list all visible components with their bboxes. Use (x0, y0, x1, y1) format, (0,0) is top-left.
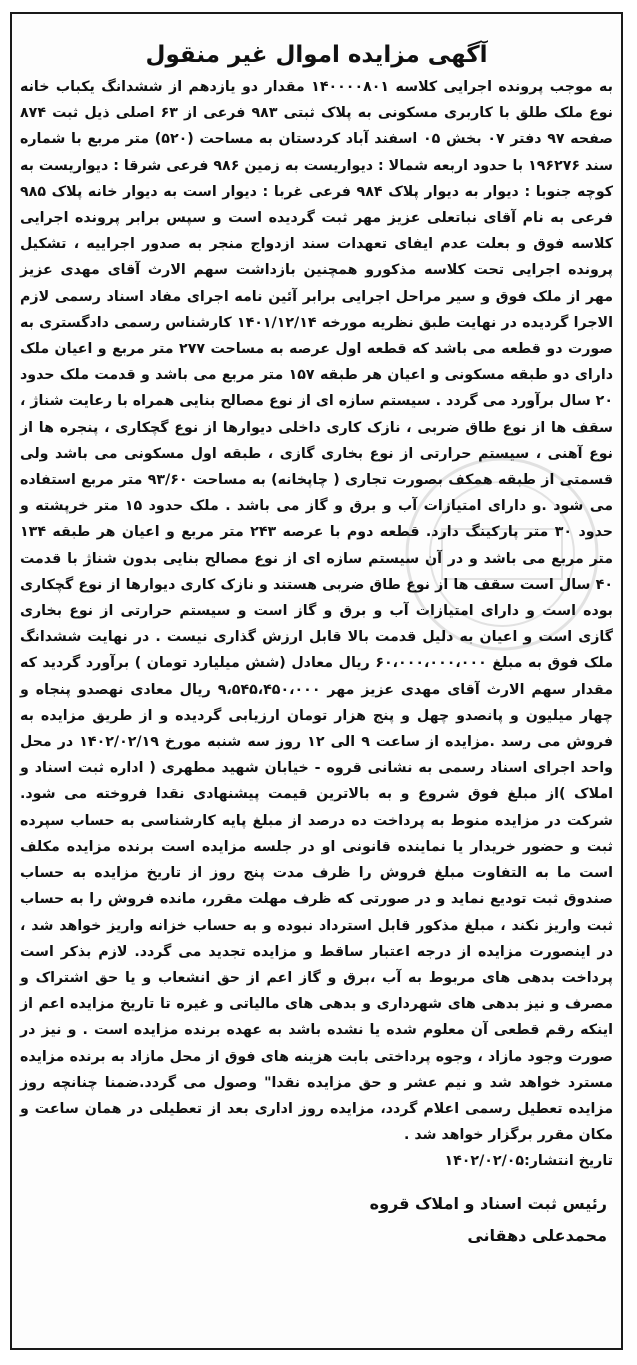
notice-title: آگهی مزایده اموال غیر منقول (145, 42, 488, 68)
notice-body: به موجب پرونده اجرایی کلاسه ۱۴۰۰۰۰۸۰۱ مقدار دو یازدهم از ششدانگ یکباب خانه نوع ملک طلق با کاربری مسکونی به پلاک ثبتی ۹۸۳ فرعی از ۶۳ اصلی ذیل ثبت ۸۷۴ صفحه ۹۷ دفتر ۰۷ بخش ۰۵ اسفند آباد کردستان به مساحت (۵۲۰) متر مربع با شماره سند ۱۹۶۲۷۶ با حدود اربعه شمالا : دیواریست به زمین ۹۸۶ فرعی شرقا : دیواریست به کوچه جنوبا : دیوار به دیوار پلاک ۹۸۴ فرعی غربا : دیوار است به دیوار خانه پلاک ۹۸۵ فرعی به نام آقای نباتعلی عزیز مهر ثبت گردیده است و سپس برابر پرونده اجرایی کلاسه فوق و بعلت عدم ایفای تعهدات سند ازدواج منجر به صدور اجراییه ، تشکیل پرونده اجرایی تحت کلاسه مذکورو همچنین بازداشت سهم الارث آقای مهدی عزیز مهر از ملک فوق و سیر مراحل اجرایی برابر آئین نامه اجرای مفاد اسناد رسمی لازم الاجرا گردیده در نهایت طبق نظریه مورخه ۱۴۰۱/۱۲/۱۴ کارشناس رسمی دادگستری به صورت دو قطعه می باشد که قطعه اول عرصه به مساحت ۲۷۷ متر مربع و اعیان ملک دارای دو طبقه مسکونی و اعیان هر طبقه ۱۵۷ متر مربع می باشد و قدمت ملک حدود ۲۰ سال برآورد می گردد . سیستم سازه ای از نوع مصالح بنایی همراه با رعایت شناژ ، سقف ها از نوع طاق ضربی ، نازک کاری داخلی دیوارها از نوع گچکاری ، پنجره ها از نوع آهنی ، سیستم حرارتی از نوع بخاری گازی ، طبقه اول مسکونی می باشد ولی قسمتی از طبقه همکف بصورت تجاری ( چاپخانه) به مساحت ۹۳/۶۰ متر مربع استفاده می شود .و دارای امتیازات آب و برق و گاز می باشد . ملک حدود ۱۵ متر خرپشته و حدود ۳۰ متر پارکینگ دارد. قطعه دوم با عرصه ۲۴۳ متر مربع و اعیان هر طبقه ۱۳۴ متر مربع می باشد و در آن سیستم سازه ای از نوع مصالح بنایی بدون شناژ با قدمت ۴۰ سال است سقف ها از نوع طاق ضربی هستند و نازک کاری دیوارها از نوع گچکاری بوده است و دارای امتیازات آب و برق و گاز است و سیستم حرارتی از نوع بخاری گازی است و اعیان به دلیل قدمت بالا قابل ارزش گذاری نیست . در نهایت ششدانگ ملک فوق به مبلغ ۶۰،۰۰۰،۰۰۰،۰۰۰ ریال معادل (شش میلیارد تومان ) برآورد گردید که مقدار سهم الارث آقای مهدی عزیز مهر ۹،۵۴۵،۴۵۰،۰۰۰ ریال معادی نهصدو پنجاه و چهار میلیون و پانصدو چهل و پنج هزار تومان ارزیابی گردیده و از طریق مزایده به فروش می رسد .مزایده از ساعت ۹ الی ۱۲ روز سه شنبه مورخ ۱۴۰۲/۰۲/۱۹ در محل واحد اجرای اسناد رسمی به نشانی قروه - خیابان شهید مطهری ( اداره ثبت اسناد و املاک )از مبلغ فوق شروع و به بالاترین قیمت پیشنهادی نقدا فروخته می شود. شرکت در مزایده منوط به پرداخت ده درصد از مبلغ پایه کارشناسی به حساب سپرده ثبت و حضور خریدار یا نماینده قانونی او در جلسه مزایده است برنده مزایده مکلف است ما به التفاوت مبلغ فروش را ظرف مدت پنج روز از تاریخ مزایده به حساب صندوق ثبت تودیع نماید و در صورتی که ظرف مهلت مقرر، مانده فروش را به حساب ثبت واریز نکند ، مبلغ مذکور قابل استرداد نبوده و به حساب خزانه واریز خواهد شد ، در اینصورت مزایده از درجه اعتبار ساقط و مزایده تجدید می گردد. لازم بذکر است پرداخت بدهی های مربوط به آب ،برق و گاز اعم از حق انشعاب و یا حق اشتراک و مصرف و نیز بدهی های شهرداری و بدهی های مالیاتی و غیره تا تاریخ مزایده اعم از اینکه رقم قطعی آن معلوم شده یا نشده باشد به عهده برنده مزایده است . و نیز در صورت وجود مازاد ، وجوه پرداختی بابت هزینه های فوق از محل مازاد به برنده مزایده مسترد خواهد شد و نیم عشر و حق مزایده نقدا" وصول می گردد.ضمنا چنانچه روز مزایده تعطیل رسمی اعلام گردد، مزایده روز اداری بعد از تعطیلی در همان ساعت و مکان مقرر برگزار خواهد شد . (20, 79, 614, 1144)
publish-date: تاریخ انتشار:۱۴۰۲/۰۲/۰۵ (444, 1153, 613, 1170)
signature-title: رئیس ثبت اسناد و املاک قروه (369, 1194, 607, 1214)
notice-frame (10, 12, 623, 1350)
signature-name: محمدعلی دهقانی (467, 1226, 607, 1246)
notice-content (20, 40, 613, 1338)
signature-block (20, 1188, 613, 1252)
